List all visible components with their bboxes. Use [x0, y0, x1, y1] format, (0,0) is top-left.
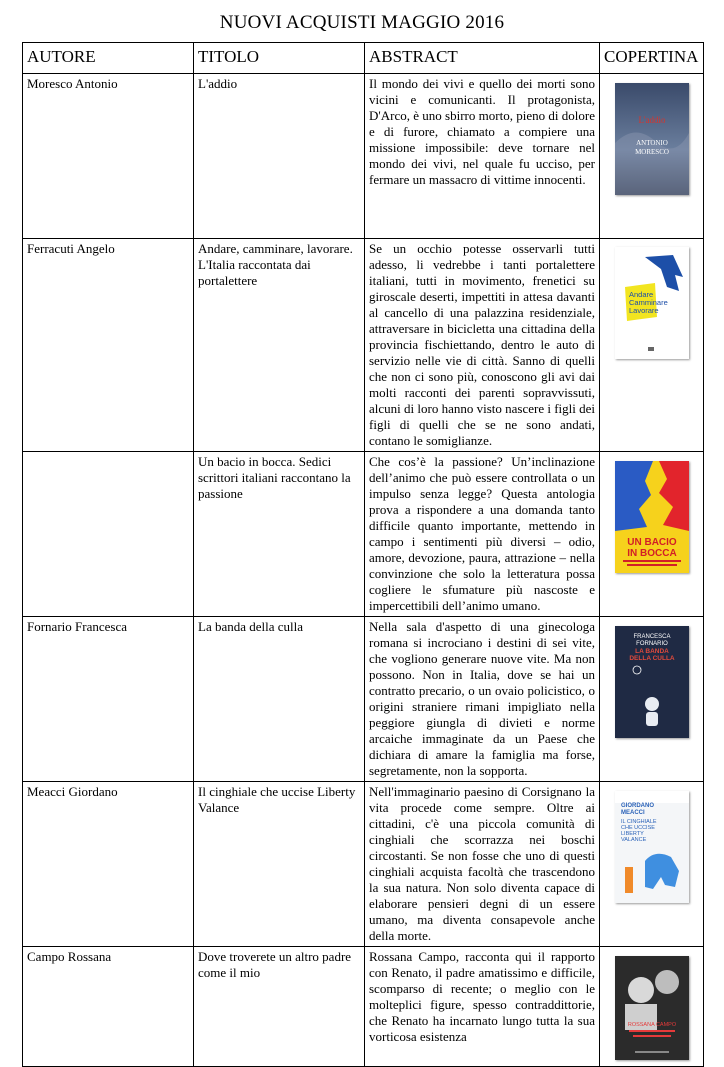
table-row [23, 74, 704, 239]
cover-title-text: Andare [628, 290, 653, 299]
title-cell: Andare, camminare, lavorare. L'Italia raccontata dai portalettere [194, 239, 365, 452]
book-cover-image [615, 247, 689, 359]
cover-title-text: VALANCE [620, 837, 646, 843]
book-cover-image [615, 626, 689, 738]
title-cell: Dove troverete un altro padre come il mio [194, 947, 365, 1067]
cover-title-text: L'addio [637, 115, 666, 125]
table-row [23, 947, 704, 1067]
book-cover-image [615, 791, 689, 903]
cover-title-text: IN BOCCA [626, 548, 677, 559]
cover-cell [600, 239, 704, 452]
table-row [23, 782, 704, 947]
table-row [23, 452, 704, 617]
cover-author-text: MEACCI [620, 810, 645, 816]
page-title: NUOVI ACQUISTI MAGGIO 2016 [219, 12, 505, 33]
cover-title-text: Camminare [628, 298, 668, 307]
abstract-cell: Rossana Campo, racconta qui il rapporto con Renato, il padre amatissimo e difficile, scomparso di recente; o meglio con le molteplici figure, spesso contraddittorie, che Renato ha incarnato lungo tutta la sua vorticosa esistenza [365, 947, 600, 1067]
header-abstract: ABSTRACT [365, 43, 600, 74]
cover-author-text: FRANCESCA [632, 634, 671, 640]
cover-author-text: MORESCO [634, 148, 669, 156]
table-row [23, 617, 704, 782]
author-cell: Fornario Francesca [23, 617, 194, 782]
cover-title-text: DELLA CULLA [628, 655, 675, 662]
author-cell [23, 452, 194, 617]
cover-author-text: FORNARIO [635, 641, 668, 647]
cover-cell [600, 452, 704, 617]
author-cell: Ferracuti Angelo [23, 239, 194, 452]
acquisitions-table [22, 42, 704, 1067]
title-cell: La banda della culla [194, 617, 365, 782]
author-cell: Moresco Antonio [23, 74, 194, 239]
header-cover: COPERTINA [600, 43, 704, 74]
abstract-cell: Nella sala d'aspetto di una ginecologa romana si incrociano i destini di sei vite, che vogliono generare nuove vite. Ma non possono. Non in Italia, dove se hai un contratto precario, o un ovaio policistico, o origini straniere rimani impigliato nella peggiore giungla di divieti e norme arcaiche immaginate da un Paese che dichiara di amare la famiglia ma forse, segretamente, non la sopporta. [365, 617, 600, 782]
cover-title-text: LIBERTY [620, 831, 644, 837]
cover-cell [600, 947, 704, 1067]
book-cover-image [615, 956, 689, 1060]
cover-author-text: ANTONIO [635, 139, 668, 147]
book-cover-image [615, 461, 689, 573]
title-cell: Il cinghiale che uccise Liberty Valance [194, 782, 365, 947]
abstract-cell: Se un occhio potesse osservarli tutti adesso, li vedrebbe i tanti portalettere italiani, tutti in movimento, frenetici su giroscale deserti, impettiti in attesa davanti al cancello di una palazzina residenziale, attraversare in bicicletta una cittadina della provincia fischiettando, dentro le auto di servizio nelle vie di città. Sanno di quelli che non ci sono più, conoscono gli avi dai molti racconti dei parenti sopravvissuti, alcuni di loro hanno visto nascere i figli dei figli di quelli che se ne sono andati, contano le somiglianze. [365, 239, 600, 452]
cover-cell [600, 74, 704, 239]
author-cell: Campo Rossana [23, 947, 194, 1067]
header-author: AUTORE [23, 43, 194, 74]
book-cover-image [615, 83, 689, 195]
title-cell: Un bacio in bocca. Sedici scrittori italiani raccontano la passione [194, 452, 365, 617]
abstract-cell: Il mondo dei vivi e quello dei morti sono vicini e comunicanti. Il protagonista, D'Arco, è uno sbirro morto, pieno di dolore e di furore, chiamato a compiere una missione impossibile: deve tornare nel mondo dei vivi, nel quale fu ucciso, per fermare un massacro di vittime innocenti. [365, 74, 600, 239]
header-row [23, 43, 704, 74]
cover-title-text: IL CINGHIALE [620, 819, 657, 825]
cover-title-text: UN BACIO [626, 537, 677, 548]
cover-author-text: GIORDANO [620, 803, 654, 809]
cover-cell [600, 617, 704, 782]
cover-title-text: Lavorare [628, 306, 659, 315]
cover-title-text: CHE UCCISE [620, 825, 655, 831]
cover-title-text: LA BANDA [634, 648, 669, 655]
header-title: TITOLO [194, 43, 365, 74]
abstract-cell: Nell'immaginario paesino di Corsignano la vita procede come sempre. Oltre ai cittadini, c'è una piccola comunità di cinghiali che scorrazza nei boschi circostanti. Se non fosse che uno di questi cinghiali acquista facoltà che trascendono la sua natura. Non solo diventa capace di elaborare pensieri degni di un essere umano, ma diventa consapevole anche della morte. [365, 782, 600, 947]
title-cell: L'addio [194, 74, 365, 239]
cover-cell [600, 782, 704, 947]
author-cell: Meacci Giordano [23, 782, 194, 947]
abstract-cell: Che cos’è la passione? Un’inclinazione dell’animo che può essere controllata o un impulso senza legge? Questa antologia prova a rispondere a una domanda tanto difficile quanto importante, mettendo in campo i sentimenti più diversi – odio, amore, devozione, paura, attrazione – nella convinzione che solo la letteratura possa cogliere le sfumature più nascoste e impercettibili dell’animo umano. [365, 452, 600, 617]
table-row [23, 239, 704, 452]
cover-author-text: ROSSANA CAMPO [627, 1022, 676, 1028]
